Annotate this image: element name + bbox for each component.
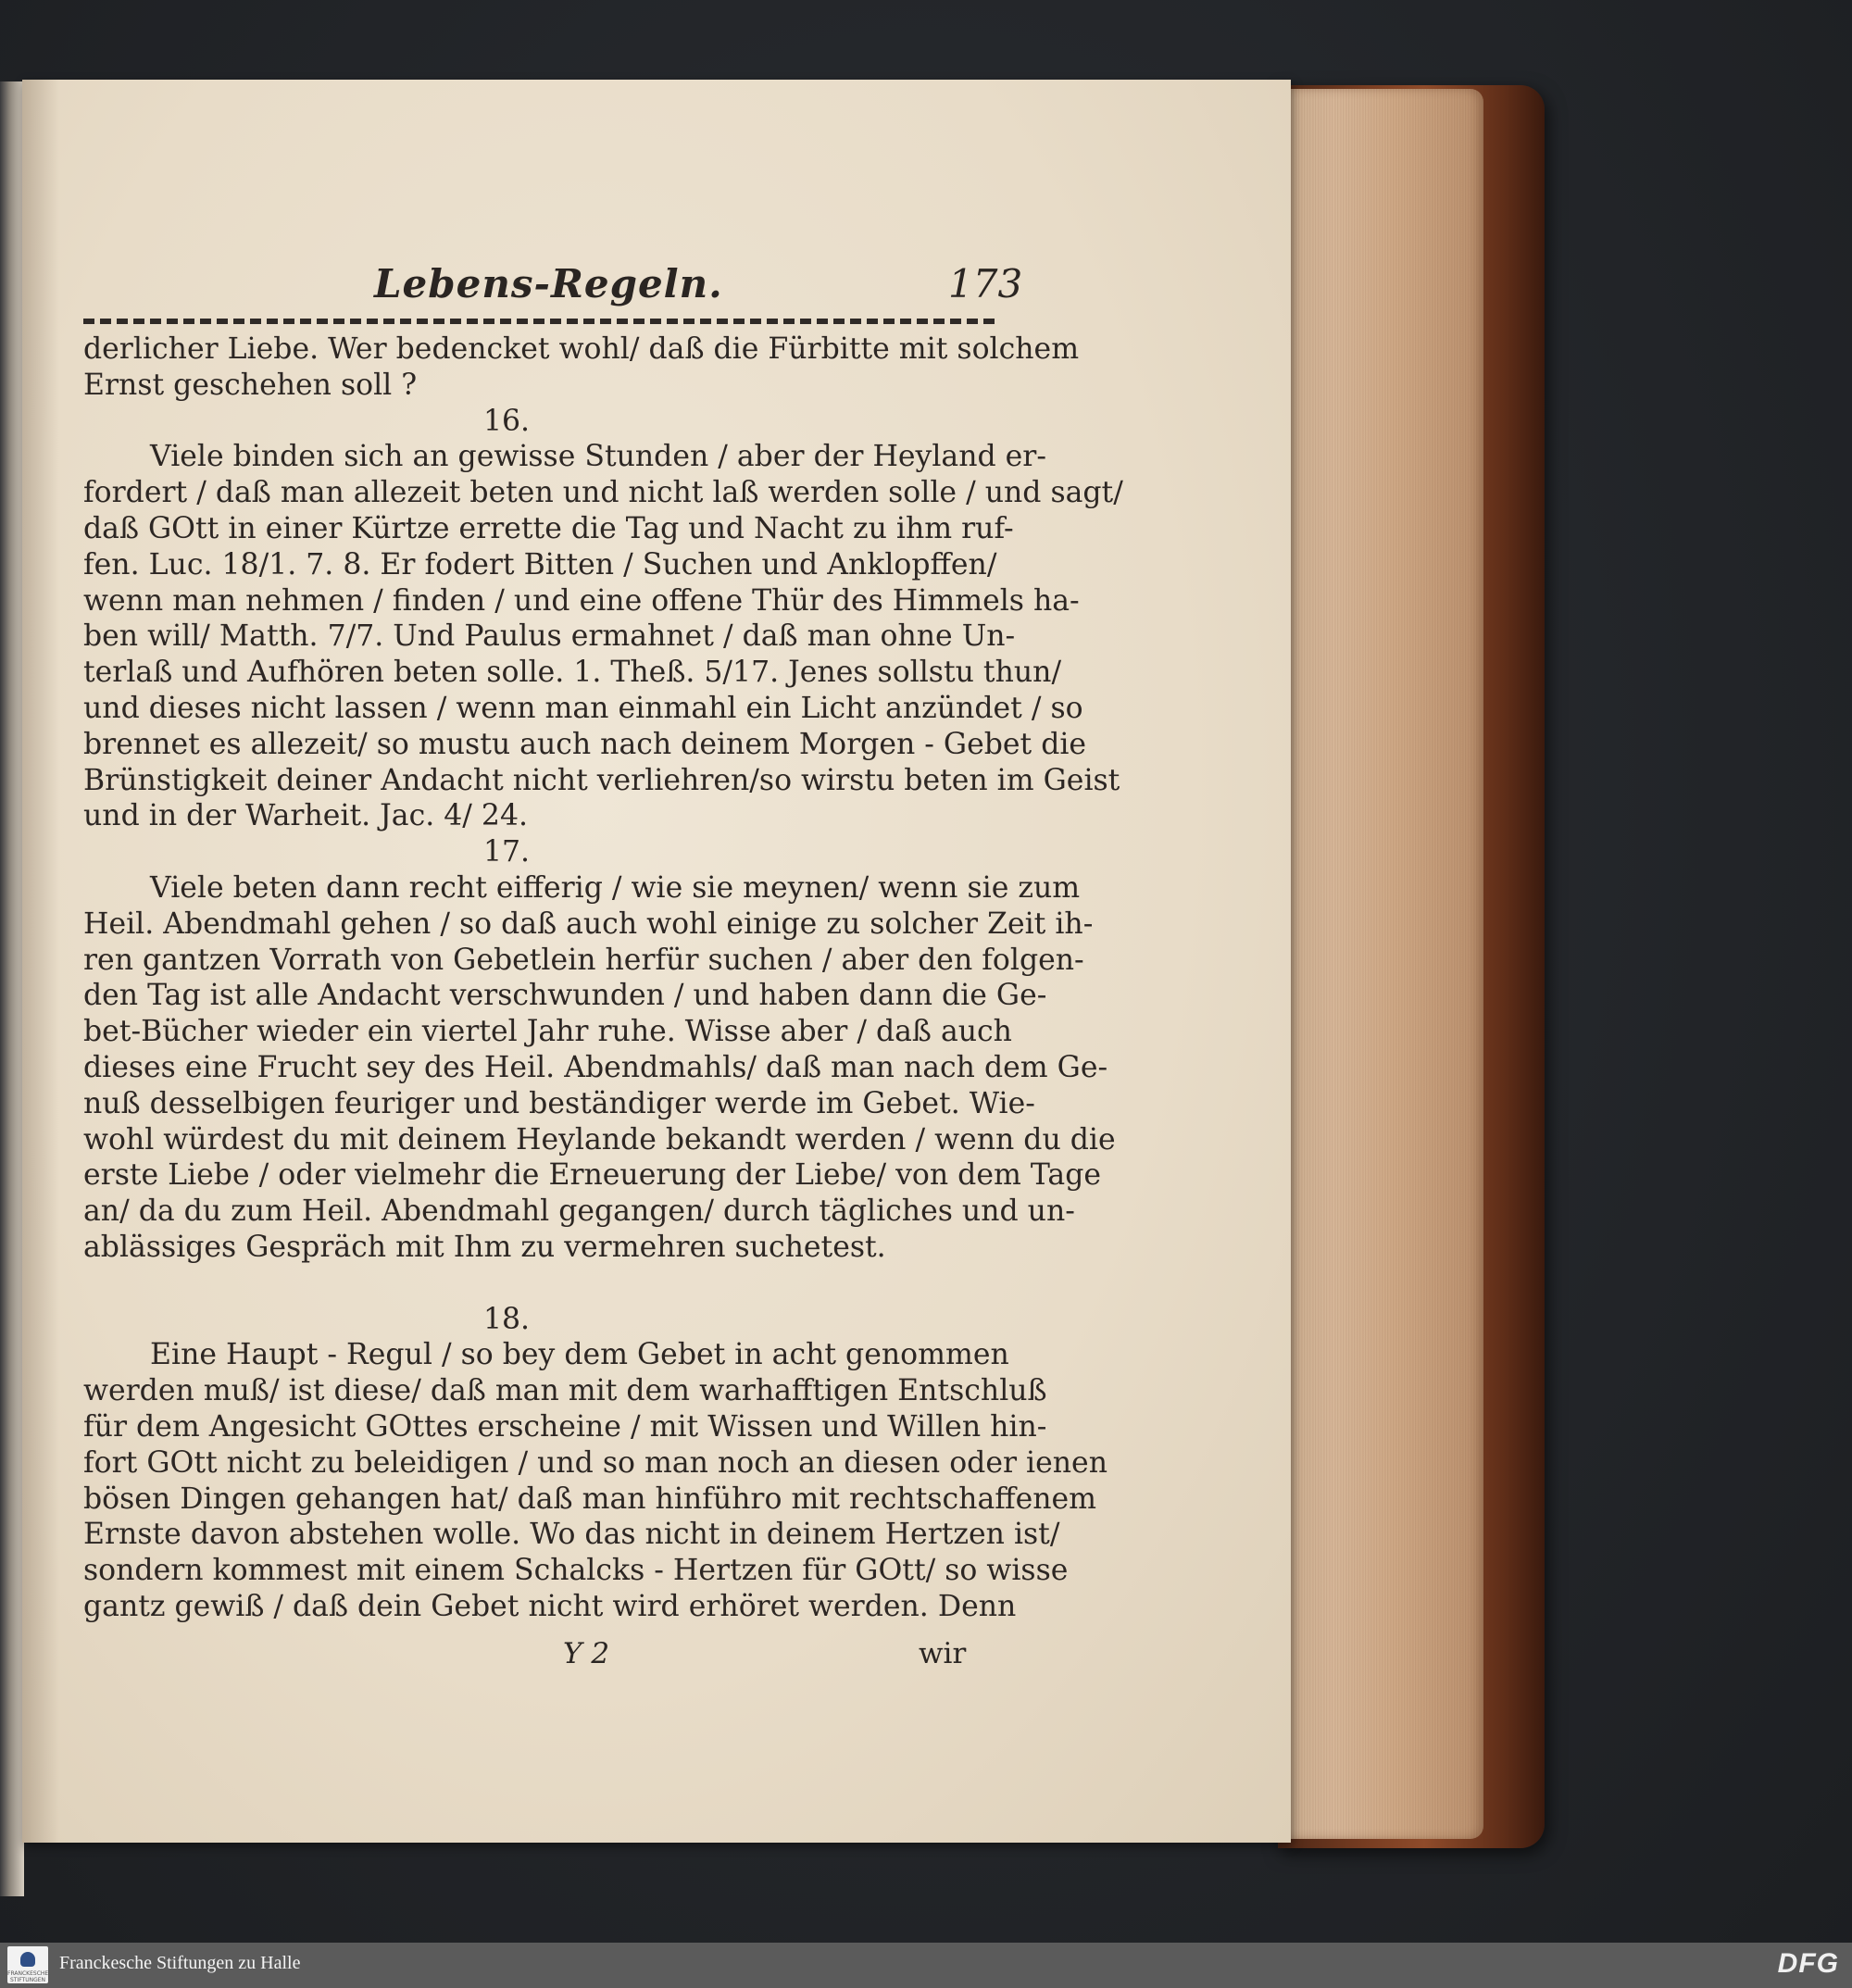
text-line: fordert / daß man allezeit beten und nicht laß werden solle / und sagt/	[83, 476, 1123, 510]
text-line: brennet es allezeit/ so mustu auch nach deinem Morgen - Gebet die	[83, 727, 1087, 761]
text-line: und dieses nicht lassen / wenn man einmahl ein Licht anzündet / so	[83, 691, 1083, 725]
text-line: werden muß/ ist diese/ daß man mit dem warhafftigen Entschluß	[83, 1374, 1047, 1408]
text-line: Ernste davon abstehen wolle. Wo das nicht in deinem Hertzen ist/	[83, 1518, 1060, 1552]
page-fore-edge	[1270, 89, 1483, 1839]
text-line: wenn man nehmen / finden / und eine offene Thür des Himmels ha-	[83, 583, 1080, 618]
text-line: ablässiges Gespräch mit Ihm zu vermehren suchetest.	[83, 1230, 886, 1264]
text-line: an/ da du zum Heil. Abendmahl gegangen/ durch tägliches und un-	[83, 1194, 1075, 1229]
text-line: und in der Warheit. Jac. 4/ 24.	[83, 799, 529, 833]
institution-name[interactable]: Franckesche Stiftungen zu Halle	[59, 1953, 301, 1973]
text-line: wohl würdest du mit deinem Heylande bekandt werden / wenn du die	[83, 1122, 1116, 1157]
text-line: Eine Haupt - Regul / so bey dem Gebet in acht genommen	[150, 1338, 1009, 1372]
text-line: Viele beten dann recht eifferig / wie sie meynen/ wenn sie zum	[150, 870, 1081, 905]
viewer-footer	[0, 1943, 1852, 1988]
text-line: bösen Dingen gehangen hat/ daß man hinführo mit rechtschaffenem	[83, 1482, 1097, 1516]
book-page	[22, 80, 1291, 1843]
section-number: 18.	[482, 1302, 531, 1336]
section-number: 17.	[482, 835, 531, 869]
body-text	[83, 331, 1123, 1625]
text-line: nuß desselbigen feuriger und beständiger werde im Gebet. Wie-	[83, 1086, 1035, 1120]
text-line: fort GOtt nicht zu beleidigen / und so man noch an diesen oder ienen	[83, 1445, 1107, 1480]
text-line: dieses eine Frucht sey des Heil. Abendmahls/ daß man nach dem Ge-	[83, 1050, 1108, 1084]
page-number: 173	[948, 261, 1023, 306]
previous-page-edge	[0, 81, 24, 1896]
text-line: bet-Bücher wieder ein viertel Jahr ruhe. Wisse aber / daß auch	[83, 1015, 1012, 1049]
text-line: daß GOtt in einer Kürtze errette die Tag und Nacht zu ihm ruf-	[83, 511, 1014, 545]
text-line: Heil. Abendmahl gehen / so daß auch wohl einige zu solcher Zeit ih-	[83, 906, 1094, 941]
text-line: für dem Angesicht GOttes erscheine / mit Wissen und Willen hin-	[83, 1409, 1047, 1444]
text-line: terlaß und Aufhören beten solle. 1. Theß. 5/17. Jenes sollstu thun/	[83, 656, 1062, 690]
header-rule	[83, 319, 995, 324]
text-line: Viele binden sich an gewisse Stunden / aber der Heyland er-	[150, 440, 1047, 474]
text-line: gantz gewiß / daß dein Gebet nicht wird erhöret werden. Denn	[83, 1589, 1017, 1623]
text-line: ren gantzen Vorrath von Gebetlein herfür suchen / aber den folgen-	[83, 943, 1084, 977]
signature-mark: Y 2	[563, 1637, 610, 1670]
text-line: Brünstigkeit deiner Andacht nicht verliehren/so wirstu beten im Geist	[83, 763, 1120, 797]
text-line: sondern kommest mit einem Schalcks - Hertzen für GOtt/ so wisse	[83, 1554, 1069, 1588]
text-line: Ernst geschehen soll ?	[83, 368, 418, 402]
text-line: fen. Luc. 18/1. 7. 8. Er fodert Bitten / Suchen und Anklopffen/	[83, 547, 997, 581]
dfg-logo[interactable]: DFG	[1777, 1948, 1839, 1979]
text-line: erste Liebe / oder vielmehr die Erneuerung der Liebe/ von dem Tage	[83, 1158, 1102, 1193]
text-line: ben will/ Matth. 7/7. Und Paulus ermahnet / daß man ohne Un-	[83, 619, 1016, 654]
paragraph-gap	[83, 1266, 995, 1302]
text-line: den Tag ist alle Andacht verschwunden / und haben dann die Ge-	[83, 979, 1047, 1013]
catchword: wir	[919, 1637, 967, 1670]
section-number: 16.	[482, 404, 531, 438]
building-icon	[20, 1952, 35, 1967]
text-line: derlicher Liebe. Wer bedencket wohl/ daß die Fürbitte mit solchem	[83, 332, 1080, 366]
running-head: Lebens-Regeln.	[374, 261, 723, 306]
institution-logo[interactable]	[7, 1946, 48, 1983]
logo-caption: FRANCKESCHE STIFTUNGEN	[7, 1970, 49, 1983]
